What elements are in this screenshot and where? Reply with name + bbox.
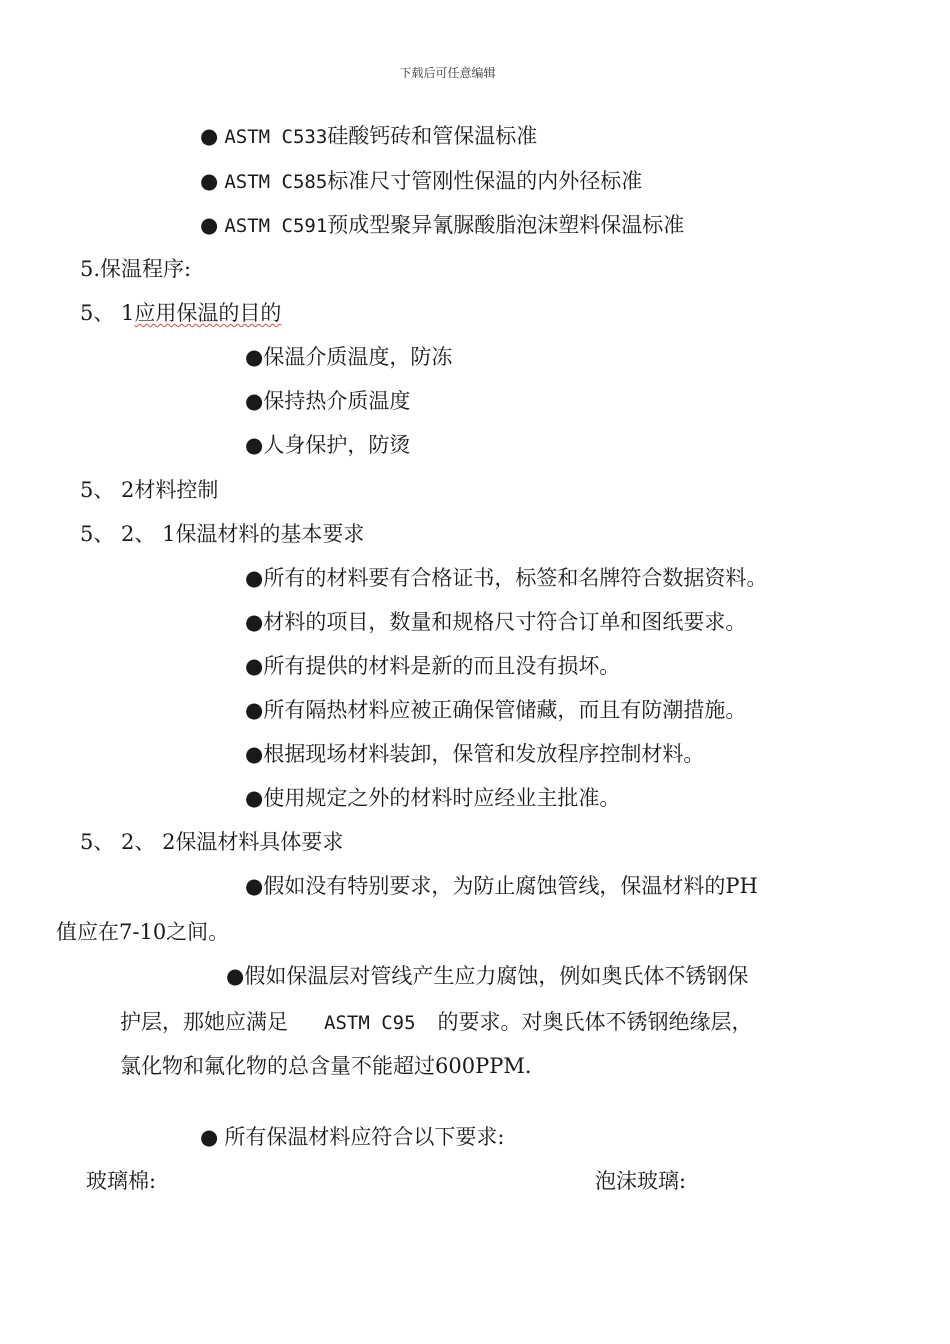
paragraph-text: 的要求。对奥氏体不锈钢绝缘层， bbox=[437, 1010, 753, 1034]
subsection-heading bbox=[80, 519, 364, 549]
standard-code: ASTM C533 bbox=[224, 126, 328, 148]
bullet-icon: ● bbox=[200, 169, 219, 193]
standard-code: ASTM C95 bbox=[324, 1012, 416, 1034]
list-item bbox=[245, 651, 620, 681]
list-item-text: 使用规定之外的材料时应经业主批准。 bbox=[263, 786, 621, 810]
standard-item bbox=[200, 166, 642, 197]
subsection-number: 5、 2、 1 bbox=[80, 522, 176, 546]
bullet-icon: ● bbox=[245, 874, 264, 898]
section-heading: 5.保温程序: bbox=[80, 257, 192, 281]
subsection-number: 5、 2 bbox=[80, 478, 135, 502]
list-item bbox=[245, 430, 410, 460]
subsection-heading bbox=[80, 475, 218, 505]
material-label-glass-wool: 玻璃棉: bbox=[86, 1169, 157, 1193]
standard-code: ASTM C591 bbox=[224, 215, 328, 237]
paragraph-text: 护层，那她应满足 bbox=[120, 1010, 288, 1034]
subsection-number: 5、 1 bbox=[80, 301, 135, 325]
paragraph-line: 值应在7-10之间。 bbox=[56, 920, 230, 944]
list-item bbox=[200, 1122, 504, 1152]
bullet-icon: ● bbox=[245, 433, 264, 457]
list-item-text: 保温介质温度，防冻 bbox=[263, 345, 453, 369]
bullet-icon: ● bbox=[200, 1125, 219, 1149]
list-item-text: 材料的项目，数量和规格尺寸符合订单和图纸要求。 bbox=[263, 610, 747, 634]
list-item-text: 所有隔热材料应被正确保管储藏，而且有防潮措施。 bbox=[263, 698, 747, 722]
page-header: 下载后可任意编辑 bbox=[399, 66, 496, 80]
standard-item bbox=[200, 121, 537, 152]
bullet-icon: ● bbox=[245, 742, 264, 766]
standard-desc: 标准尺寸管刚性保温的内外径标准 bbox=[327, 169, 643, 193]
bullet-icon: ● bbox=[245, 654, 264, 678]
paragraph-text: 假如保温层对管线产生应力腐蚀，例如奥氏体不锈钢保 bbox=[244, 964, 749, 988]
bullet-icon: ● bbox=[200, 124, 219, 148]
standard-code: ASTM C585 bbox=[224, 171, 328, 193]
bullet-icon: ● bbox=[200, 213, 219, 237]
list-item bbox=[245, 563, 767, 593]
bullet-icon: ● bbox=[245, 610, 264, 634]
subsection-title: 保温材料的基本要求 bbox=[175, 522, 365, 546]
list-item-text: 人身保护，防烫 bbox=[263, 433, 411, 457]
list-item bbox=[245, 783, 620, 813]
subsection-title: 应用保温的目的 bbox=[134, 301, 282, 325]
bullet-icon: ● bbox=[245, 345, 264, 369]
list-item-text: 保持热介质温度 bbox=[263, 389, 411, 413]
list-item-text: 根据现场材料装卸，保管和发放程序控制材料。 bbox=[263, 742, 705, 766]
bullet-icon: ● bbox=[245, 566, 264, 590]
subsection-number: 5、 2、 2 bbox=[80, 830, 176, 854]
standard-item bbox=[200, 210, 684, 241]
list-item bbox=[245, 695, 746, 725]
list-item bbox=[245, 739, 704, 769]
bullet-icon: ● bbox=[226, 964, 245, 988]
material-label-foam-glass: 泡沫玻璃: bbox=[595, 1169, 687, 1193]
bullet-icon: ● bbox=[245, 786, 264, 810]
standard-desc: 预成型聚异氰脲酸脂泡沫塑料保温标准 bbox=[327, 213, 685, 237]
list-item-text: 所有提供的材料是新的而且没有损坏。 bbox=[263, 654, 621, 678]
subsection-title: 保温材料具体要求 bbox=[175, 830, 344, 854]
standard-desc: 硅酸钙砖和管保温标准 bbox=[327, 124, 538, 148]
subsection-title: 材料控制 bbox=[134, 478, 219, 502]
paragraph-line bbox=[226, 961, 748, 991]
paragraph-line bbox=[245, 871, 758, 901]
paragraph-text: 假如没有特别要求，为防止腐蚀管线，保温材料的PH bbox=[263, 874, 758, 898]
list-item bbox=[245, 342, 452, 372]
list-item bbox=[245, 607, 746, 637]
list-item bbox=[245, 386, 410, 416]
paragraph-line: 氯化物和氟化物的总含量不能超过600PPM. bbox=[120, 1054, 532, 1078]
list-item-text: 所有保温材料应符合以下要求: bbox=[224, 1125, 505, 1149]
paragraph-line bbox=[120, 1007, 753, 1038]
bullet-icon: ● bbox=[245, 389, 264, 413]
subsection-heading bbox=[80, 827, 343, 857]
subsection-heading bbox=[80, 298, 281, 328]
bullet-icon: ● bbox=[245, 698, 264, 722]
list-item-text: 所有的材料要有合格证书，标签和名牌符合数据资料。 bbox=[263, 566, 768, 590]
